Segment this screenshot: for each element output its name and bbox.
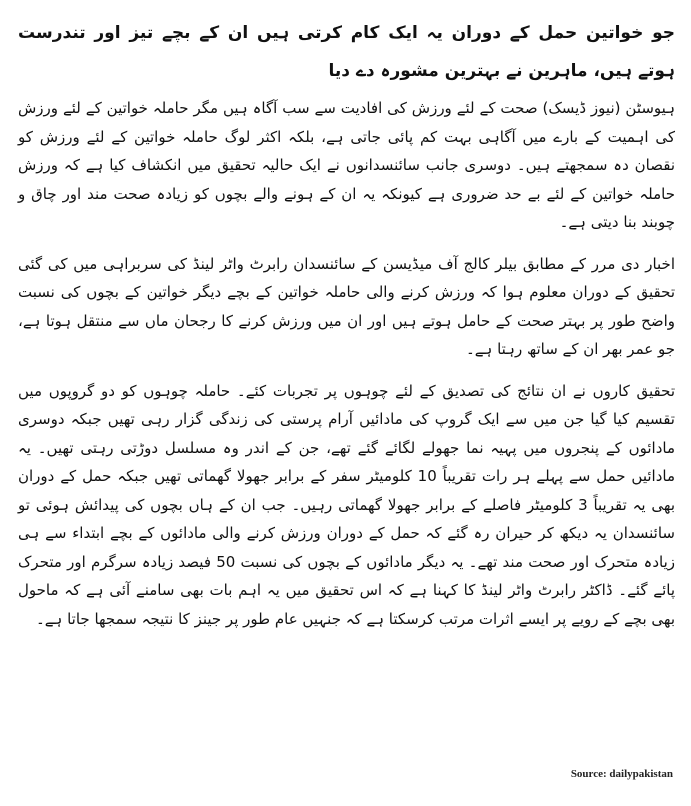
article-paragraph-2: اخبار دی مرر کے مطابق بیلر کالج آف میڈیسن کے سائنسدان رابرٹ واٹر لینڈ کی سربراہی میں کی گئی تحقیق کے دوران معلوم ہوا کہ ورزش کرنے والی حاملہ خواتین کے بچے دیگر خواتین کے بچوں کی نسبت واضح طور پر بہتر صحت کے حامل ہوتے ہیں اور ان میں ورزش کرنے کا رجحان ماں سے منتقل ہوتا ہے، جو عمر بھر ان کے ساتھ رہتا ہے۔ <box>18 254 675 358</box>
source-credit: Source: dailypakistan <box>570 768 673 780</box>
article-headline: جو خواتین حمل کے دوران یہ ایک کام کرتی ہیں ان کے بچے تیز اور تندرست ہوتے ہیں، ماہرین نے بہترین مشورہ دے دیا <box>18 23 675 81</box>
article-paragraph-3: تحقیق کاروں نے ان نتائج کی تصدیق کے لئے چوہوں پر تجربات کئے۔ حاملہ چوہوں کو دو گروپوں میں تقسیم کیا گیا جن میں سے ایک گروپ کی مادائیں آرام پرستی کی زندگی گزار رہی تھیں جبکہ دوسری مادائوں کے پنجروں میں پہیہ نما جھولے لگائے گئے تھے، جن کے اندر وہ مسلسل دوڑتی رہتی تھیں۔ یہ مادائیں حمل سے پہلے ہر رات تقریباً 10 کلومیٹر سفر کے برابر جھولا گھماتی تھیں جبکہ حمل کے دوران بھی یہ تقریباً 3 کلومیٹر فاصلے کے برابر جھولا گھماتی رہیں۔ جب ان کے ہاں بچوں کی پیدائش ہوئی تو سائنسدان یہ دیکھ کر حیران رہ گئے کہ حمل کے دوران ورزش کرنے والی مادائوں کے بچے ابتداء سے ہی زیادہ متحرک اور صحت مند تھے۔ یہ دیگر مادائوں کے بچوں کی نسبت 50 فیصد زیادہ سرگرم اور متحرک پائے گئے۔ ڈاکٹر رابرٹ واٹر لینڈ کا کہنا ہے کہ اس تحقیق میں یہ اہم بات بھی سامنے آئی ہے کہ ماحول بھی بچے کے رویے پر ایسے اثرات مرتب کرسکتا ہے کہ جنہیں عام طور پر جینز کا نتیجہ سمجھا جاتا ہے۔ <box>18 381 675 628</box>
article-paragraph-1: ہیوسٹن (نیوز ڈیسک) صحت کے لئے ورزش کی افادیت سے سب آگاہ ہیں مگر حاملہ خواتین کے لئے ورزش کی اہمیت کے بارے میں آگاہی بہت کم پائی جاتی ہے، بلکہ اکثر لوگ حاملہ خواتین کے لئے ورزش کو نقصان دہ سمجھتے ہیں۔ دوسری جانب سائنسدانوں نے ایک حالیہ تحقیق میں انکشاف کیا ہے کہ ورزش حاملہ خواتین کے لئے بے حد ضروری ہے کیونکہ یہ ان کے ہونے والے بچوں کو زیادہ صحت مند اور چاق و چوبند بنا دیتی ہے۔ <box>18 99 675 231</box>
